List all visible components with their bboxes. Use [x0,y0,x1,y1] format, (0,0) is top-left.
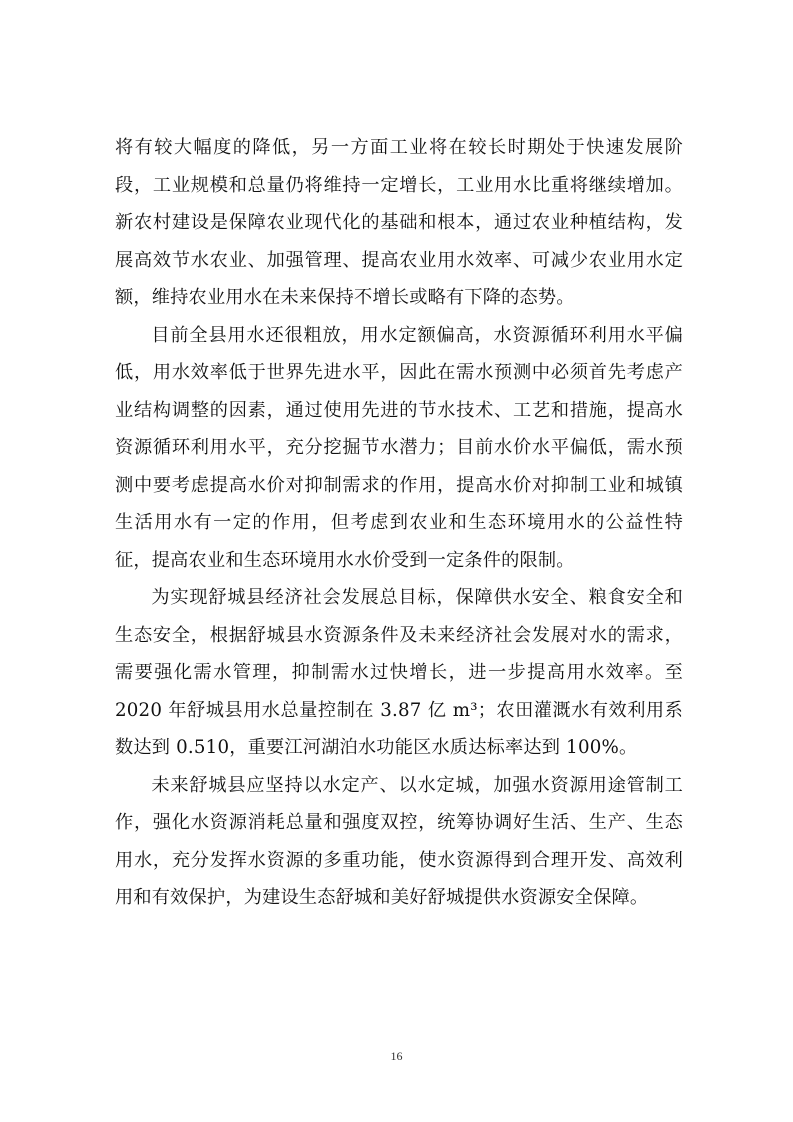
body-text [115,129,683,917]
page-number: 16 [390,1049,403,1063]
paragraph-development-targets: 为实现舒城县经济社会发展总目标，保障供水安全、粮食安全和生态安全，根据舒城县水资源条件及未来经济社会发展对水的需求，需要强化需水管理，抑制需水过快增长，进一步提高用水效率。至 2020 年舒城县用水总量控制在 3.87 亿 m³；农田灌溉水有效利用系数达到 0.510，重要江河湖泊水功能区水质达标率达到 100%。 [115,587,683,758]
paragraph-future-strategy: 未来舒城县应坚持以水定产、以水定城，加强水资源用途管制工作，强化水资源消耗总量和强度双控，统筹协调好生活、生产、生态用水，充分发挥水资源的多重功能，使水资源得到合理开发、高效利用和有效保护，为建设生态舒城和美好舒城提供水资源安全保障。 [115,774,683,908]
paragraph-continuation: 将有较大幅度的降低，另一方面工业将在较长时期处于快速发展阶段，工业规模和总量仍将维持一定增长，工业用水比重将继续增加。新农村建设是保障农业现代化的基础和根本，通过农业种植结构，发展高效节水农业、加强管理、提高农业用水效率、可减少农业用水定额，维持农业用水在未来保持不增长或略有下降的态势。 [115,137,683,308]
paragraph-water-use-status: 目前全县用水还很粗放，用水定额偏高，水资源循环利用水平偏低，用水效率低于世界先进水平，因此在需水预测中必须首先考虑产业结构调整的因素，通过使用先进的节水技术、工艺和措施，提高水资源循环利用水平，充分挖掘节水潜力；目前水价水平偏低，需水预测中要考虑提高水价对抑制需求的作用，提高水价对抑制工业和城镇生活用水有一定的作用，但考虑到农业和生态环境用水的公益性特征，提高农业和生态环境用水水价受到一定条件的限制。 [115,324,683,571]
